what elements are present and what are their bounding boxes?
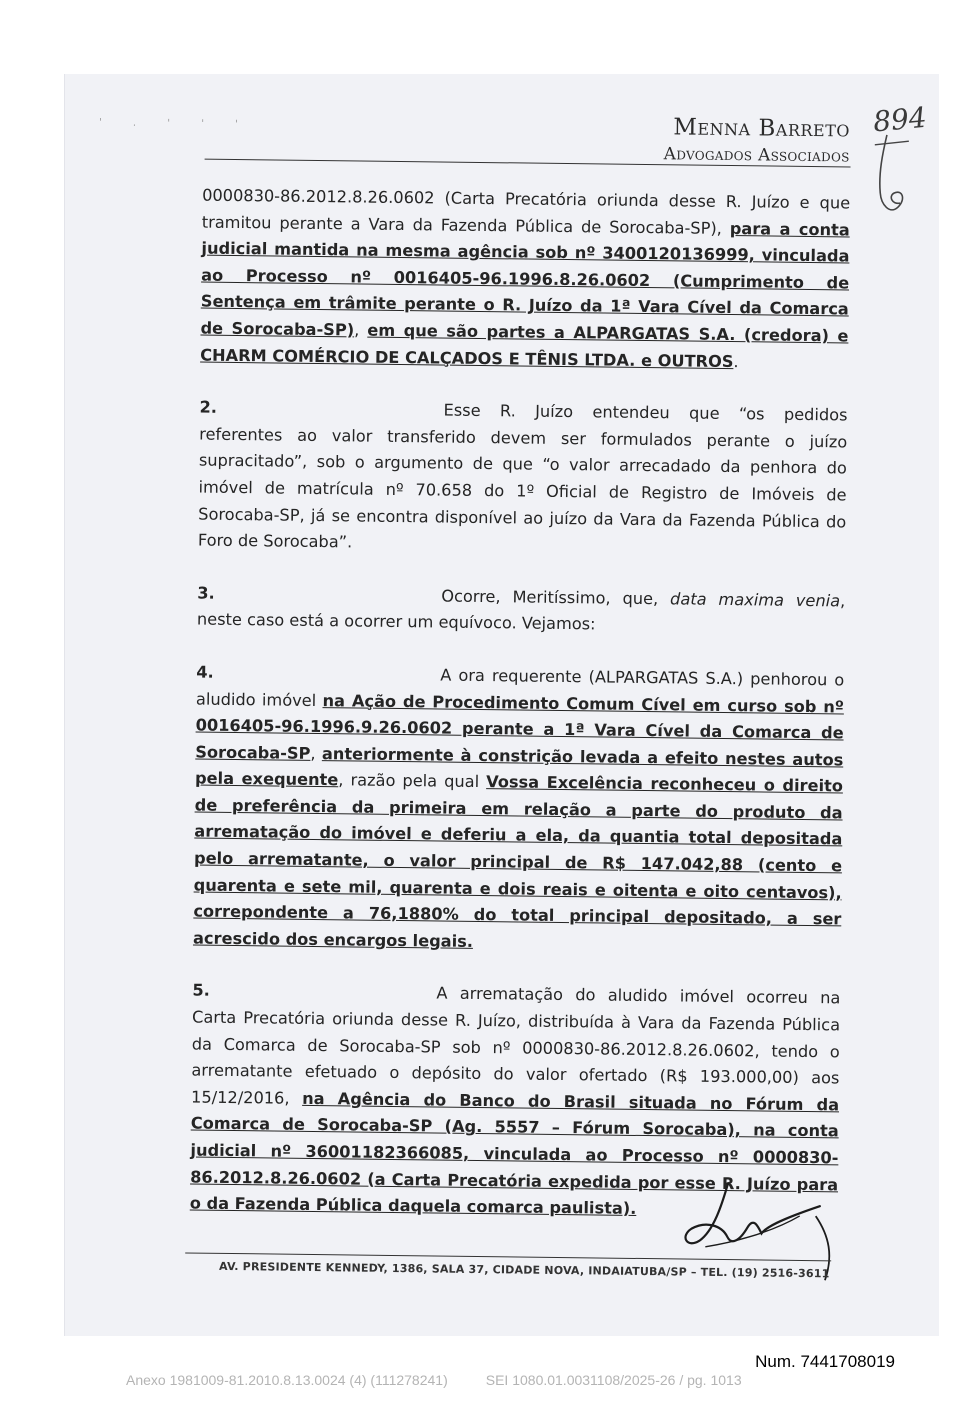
handwritten-page-number: 894 <box>871 100 928 139</box>
letter-body <box>190 183 851 1226</box>
paragraph-2-number: 2. <box>199 397 218 417</box>
paragraph-4-text: A ora requerente (ALPARGATAS S.A.) penhorou o aludido imóvel <box>195 665 845 710</box>
handwritten-rubric-icon <box>868 133 919 224</box>
document-number-annotation: Num. 7441708019 <box>755 1352 895 1371</box>
paragraph-5-underlined: na Agência do Banco do Brasil situada no Fórum da Comarca de Sorocaba-SP (Ag. 5557 – Fórum Sorocaba), na conta judicial nº 36001182366085, vinculada ao Processo nº 0000830-86.2012.8.26.0602 (a Carta Precatória expedida por esse R. Juízo para o da Fazenda Pública daquela comarca paulista). <box>189 1088 840 1219</box>
paragraph-4-underlined-action: na Ação de Procedimento Comum Cível em curso sob nº 0016405-96.1996.9.26.0602 perante a 1ª Vara Cível da Comarca de Sorocaba-SP <box>195 690 845 763</box>
paragraph-5-number: 5. <box>192 980 210 1001</box>
footer-address: AV. PRESIDENTE KENNEDY, 1386, SALA 37, CIDADE NOVA, INDAIATUBA/SP – TEL. (19) 2516-3611 <box>218 1259 830 1281</box>
paragraph-1-sep: , <box>354 320 368 340</box>
paragraph-4 <box>193 659 845 959</box>
paragraph-1-underlined: para a conta judicial mantida na mesma agência sob nº 3400120136999, vinculada ao Processo nº 0016405-96.1996.8.26.0602 (Cumprimento de Sentença em trâmite perante o R. Juízo da 1ª Vara Cível da Comarca de Sorocaba-SP) <box>200 218 850 340</box>
paragraph-5-text: A arrematação do aludido imóvel ocorreu na Carta Precatória oriunda desse R. Juízo, distribuída à Vara da Fazenda Pública da Comarca de Sorocaba-SP sob nº 0000830-86.2012.8.26.0602, tendo o arrematante efetuado o depósito do valor ofertado (R$ 193.000,00) aos 15/12/2016, <box>191 983 841 1108</box>
scan-specks: ' . ' ' ' <box>98 117 252 131</box>
paragraph-1-underlined-parties: em que são partes a ALPARGATAS S.A. (credora) e CHARM COMÉRCIO DE CALÇADOS E TÊNIS LTDA. e OUTROS <box>200 320 849 371</box>
paragraph-3 <box>197 580 846 641</box>
paragraph-4-underlined-decision: Vossa Excelência reconheceu o direito de preferência da primeira em relação a parte do produto da arrematação do imóvel e deferiu a ela, da quantia total depositada pelo arrematante, o valor principal de R$ 147.042,88 (cento e quarenta e sete mil, quarenta e dois reais e oitenta e oito centavos), correpondente a 76,1880% do total principal depositado, a ser acrescido dos encargos legais. <box>192 772 844 951</box>
firm-subtitle: Advogados Associados <box>663 144 850 167</box>
paragraph-4-text-mid: , razão pela qual <box>338 770 487 792</box>
paragraph-3-text: Ocorre, Meritíssimo, que, <box>441 586 671 609</box>
paragraph-3-text-end: , neste caso está a ocorrer um equívoco. Vejamos: <box>196 591 846 634</box>
paragraph-3-number: 3. <box>197 583 215 603</box>
firm-name: Menna Barreto <box>673 114 851 143</box>
paragraph-4-sep: , <box>310 743 323 763</box>
paragraph-1-text: 0000830-86.2012.8.26.0602 (Carta Precatória oriunda desse R. Juízo e que tramitou perante a Vara da Fazenda Pública de Sorocaba-SP), <box>201 185 851 238</box>
paragraph-2-text: Esse R. Juízo entendeu que “os pedidos referentes ao valor transferido devem ser formulados perante o juízo supracitado”, sob o argumento de que “o valor arrecadado da penhora do imóvel de matrícula nº 70.658 do 1º Oficial de Registro de Imóveis de Sorocaba-SP, já se encontra disponível ao juízo da Vara da Fazenda Pública do Foro de Sorocaba”. <box>197 400 848 552</box>
paragraph-1-end: . <box>733 351 739 371</box>
archive-footer <box>126 1372 846 1388</box>
paragraph-4-number: 4. <box>196 662 214 682</box>
paragraph-1 <box>200 183 850 377</box>
paragraph-4-underlined-prior: anteriormente à constrição levada a efeito nestes autos pela exequente <box>194 743 844 790</box>
paragraph-3-italic: data maxima venia <box>669 589 841 611</box>
paragraph-2 <box>198 395 848 562</box>
sei-reference: SEI 1080.01.0031108/2025-26 / pg. 1013 <box>485 1372 742 1388</box>
annex-reference: Anexo 1981009-81.2010.8.13.0024 (4) (111278241) <box>126 1372 448 1388</box>
